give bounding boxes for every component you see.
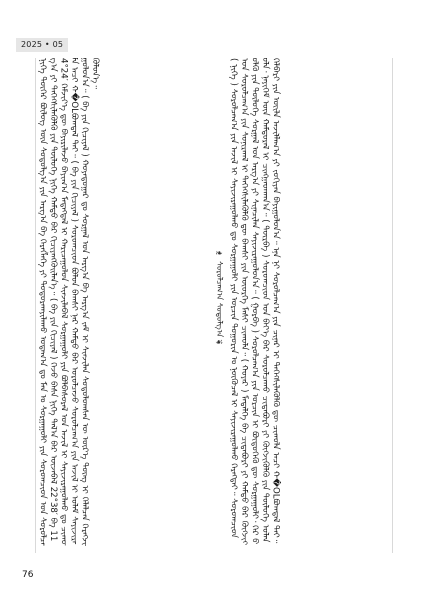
ornament-top-icon: ❧: [215, 249, 223, 259]
left-margin-rule: [35, 58, 36, 553]
body-text-right: ( ᠨᠢᠭᠡ ) ᠰᠤᠷᠤᠯᠴᠠᠭ᠎ᠠ ᠶᠢᠨ ᠠᠵᠢᠯ ᠢ ᠰᠠᠶᠢᠵᠢᠷᠠᠭᠤᠯᠬᠤ ᠳᠤ ᠰᠤᠷᠭᠠᠭᠤᠯᠢ ᠶᠢᠨ ᠣᠷᠴᠢᠨ ᠲᠣᠭᠣᠷᠢᠨ ᠤ ᠨᠥᠬᠦᠴᠡᠯ ᠢ ᠰᠠᠶᠢᠵᠢᠷᠠᠭᠤᠯᠬᠤ ᠬᠡᠷᠡᠭᠲᠡᠢ᠃ ᠰᠤᠷᠤᠭᠴᠢᠳ ᠤᠨ ᠰᠤᠷᠤᠯᠴᠠᠭ᠎ᠠ ᠶᠢᠨ ᠰᠣᠨᠢᠷᠬᠠᠯ ᠢ ᠳᠡᠭᠡᠭᠰᠢᠯᠡᠭᠦᠯᠬᠦ ᠳᠦ ᠪᠠᠭᠰᠢ ᠶᠢᠨ ᠦᠦᠷᠭᠡ ᠮᠠᠰᠢ ᠴᠢᠬᠤᠯᠠ᠃ ( ᠬᠣᠶᠠᠷ ) ᠮᠡᠳᠡᠯᠭᠡ ᠪᠠ ᠴᠢᠳᠠᠪᠤᠷᠢ ᠶᠢ ᠬᠠᠮᠲᠤ ᠪᠡᠷ ᠬᠥᠭᠵᠢᠭᠦᠯᠬᠦ ᠶᠢᠨ ᠲᠥᠯᠦᠭᠡ ᠰᠤᠷᠭᠠᠯ ᠤᠨ ᠠᠷᠭ᠎ᠠ ᠶᠢ ᠰᠢᠨᠡᠴᠢᠯᠡᠨ ᠰᠠᠶᠢᠵᠢᠷᠠᠭᠤᠯᠤᠨ᠎ᠠ᠃ ( ᠭᠤᠷᠪᠠ ) ᠰᠤᠷᠤᠯᠴᠠᠭ᠎ᠠ ᠶᠢᠨ ᠣᠷᠴᠢᠨ ᠢ ᠪᠦᠲᠦᠭᠡᠬᠦ ᠳᠦ ᠰᠤᠷᠭᠠᠭᠤᠯᠢ᠂ ᠭᠡᠷ ᠪᠦᠯᠡ᠂ ᠨᠡᠶᠢᠭᠡᠮ ᠦᠨ ᠬᠠᠮᠲᠤᠷᠠᠯ ᠢ ᠴᠢᠩᠭᠠᠳᠬᠠᠨ᠎ᠠ᠃ ( ᠳᠥᠷᠪᠡ ) ᠰᠤᠷᠤᠭᠴᠢᠳ ᠤᠨ ᠪᠡᠶ᠎ᠡ ᠪᠡᠷ ᠰᠤᠷᠤᠯᠴᠠᠬᠤ ᠴᠢᠳᠠᠪᠤᠷᠢ ᠶᠢ ᠬᠥᠭᠵᠢᠭᠦᠯᠬᠦ ᠶᠢᠨ ᠲᠥᠯᠦᠭᠡ ᠣᠯᠠᠨ ᠬᠡᠯᠪᠡᠷᠢ ᠶᠢᠨ ᠦᠢᠯᠡ ᠠᠵᠢᠯᠯᠠᠭ᠎ᠠ ᠶᠢ ᠵᠣᠬᠢᠶᠠᠨ ᠪᠠᠶᠢᠭᠤᠯᠤᠨ᠎ᠠ᠃ ᠡᠨᠡ ᠨᠢ ᠰᠤᠷᠤᠯᠴᠠᠭ᠎ᠠ ᠶᠢᠨ ᠴᠢᠨᠠᠷ ᠢ ᠳᠡᠭᠡᠭᠰᠢᠯᠡᠭᠦᠯᠬᠦ ᠳᠦ ᠴᠢᠬᠤᠯᠠ ᠠᠴᠢ ᠬ�OLᠪᠣᠭᠳᠠᠯ ᠲᠠᠢ᠃: [228, 58, 281, 546]
right-margin-rule: [392, 58, 393, 553]
page-number: 76: [22, 570, 34, 580]
issue-tag: 2025 • 05: [16, 38, 68, 52]
text-column-right: [228, 58, 388, 546]
ornament-bottom-icon: ☙: [214, 338, 224, 349]
body-text-left: ᠨᠢᠭᠡ ᠳᠦᠭᠡᠷ ᠪᠦᠯᠦᠭ ᠦᠨ ᠰᠤᠳᠤᠯᠭ᠎ᠠ ᠶᠢᠨ ᠠᠷᠭ᠎ᠠ ᠪᠠ ᠬᠡᠷᠡᠭᠯᠡᠭᠡ ᠶᠢ ᠲᠣᠳᠣᠷᠬᠠᠶᠢᠯᠠᠬᠤ ᠤᠳᠠᠭ᠎ᠠ ᠳᠤ ᠮᠠᠨ ᠤ ᠰᠤᠷᠭᠠᠭᠤᠯᠢ ᠶᠢᠨ ᠰᠤᠷᠤᠭᠴᠢᠳ ᠤᠨ ᠰᠤᠷᠤᠯᠴᠠᠭ᠎ᠠ ᠶᠢ ᠳᠡᠭᠡᠭᠰᠢᠯᠡᠭᠦᠯᠬᠦ ᠶᠢᠨ ᠲᠥᠯᠦᠭᠡ ᠨᠢᠭᠡ ᠬᠠᠮᠲᠤ ᠪᠡᠷ ᠬᠢᠴᠢᠶᠡᠩᠭᠦᠢᠯᠡᠨ᠎ᠡ᠃ ( ᠪᠠ ᠶᠢᠨ ᠬᠢᠴᠢᠶᠡᠯ ) ᠭᠡᠵᠦ ᠪᠠᠰᠠ ᠨᠢᠭᠡ ᠲᠠᠯ᠎ᠠ ᠪᠡᠷ ᠦᠵᠡᠪᠡᠯ 22°38′ ᠪᠠ 114°24′ ᠬᠡᠮᠵᠢᠶ᠎ᠡ ᠳᠦ ᠪᠠᠶᠢᠷᠢᠯᠠᠵᠤ ᠪᠠᠶᠢᠭ᠎ᠠ ᠮᠡᠳᠡᠭᠳᠡᠯ ᠢ ᠬᠠᠷᠢᠴᠠᠭᠤᠯᠤᠨ ᠰᠢᠨᠵᠢᠯᠡᠪᠡᠯ ᠰᠤᠷᠭᠠᠭᠤᠯᠢ ᠶᠢᠨ ᠪᠣᠯᠪᠠᠰᠤᠷᠠᠯ ᠤᠨ ᠠᠵᠢᠯ ᠢ ᠰᠠᠶᠢᠵᠢᠷᠠᠭᠤᠯᠬᠤ ᠳᠤ ᠴᠢᠬᠤᠯᠠ ᠠᠴᠢ ᠬ�OLᠪᠣᠭᠳᠠᠯ ᠲᠠᠢ᠃ ( ᠪᠠ ᠶᠢᠨ ᠬᠢᠴᠢᠶᠡᠯ ) ᠰᠤᠷᠤᠭᠴᠢᠳ ᠪᠣᠯᠤᠨ ᠪᠠᠭᠰᠢ ᠨᠠᠷ ᠬᠠᠮᠲᠤ ᠪᠡᠷ ᠣᠷᠤᠯᠴᠠᠵᠤ ᠰᠤᠷᠤᠯᠴᠠᠭ᠎ᠠ ᠶᠢᠨ ᠠᠵᠢᠯ ᠢ ᠤᠯᠠᠮ ᠰᠠᠶᠢᠵᠢᠷᠠᠭᠤᠯᠤᠨ᠎ᠠ᠃ ( ᠪᠠ ᠶᠢᠨ ᠬᠢᠴᠢᠶᠡᠯ ) ᠬᠣᠶᠠᠳᠤᠭᠠᠷ ᠳᠤ ᠰᠤᠷᠭᠠᠯ ᠤᠨ ᠠᠷᠭ᠎ᠠ ᠪᠠ ᠠᠷᠭ᠎ᠠ ᠵᠠᠮ ᠢ ᠰᠢᠨᠵᠢᠯᠡᠨ ᠰᠤᠳᠤᠯᠤᠭᠰᠠᠨ ᠦ ᠦᠷ᠎ᠡ ᠳᠦᠩ ᠢ ᠬᠡᠯᠡᠯᠴᠡᠨ ᠬᠡᠷᠡᠭᠵᠢᠭᠦᠯᠦᠨ᠎ᠡ᠃: [37, 58, 100, 546]
text-column-left: [37, 58, 207, 546]
running-head-title: ᠰᠤᠷᠤᠯᠴᠠᠭ᠎ᠠ ᠰᠤᠳᠤᠯᠭ᠎ᠠ: [215, 261, 224, 338]
running-head: [212, 250, 226, 360]
